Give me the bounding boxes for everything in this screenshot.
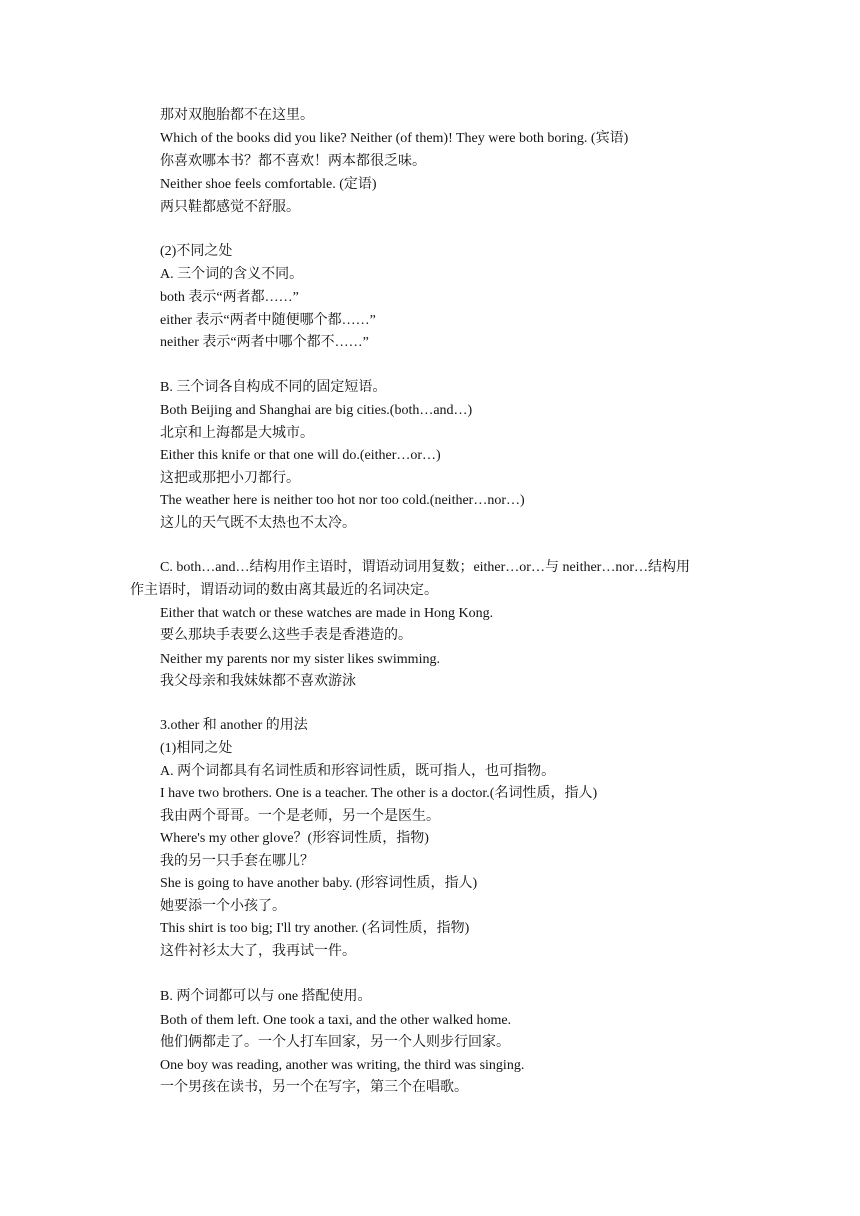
- text-line: B. 两个词都可以与 one 搭配使用。: [160, 989, 372, 1004]
- text-line: 一个男孩在读书，另一个在写字，第三个在唱歌。: [160, 1080, 468, 1095]
- section-heading: 3.other 和 another 的用法: [160, 718, 308, 733]
- text-line: 我由两个哥哥。一个是老师，另一个是医生。: [160, 809, 440, 824]
- text-line: She is going to have another baby. (形容词性质，指人): [160, 876, 478, 891]
- text-line: 要么那块手表要么这些手表是香港造的。: [160, 628, 412, 643]
- text-line: C. both…and…结构用作主语时，谓语动词用复数；either…or…与 neither…nor…结构用: [160, 560, 691, 575]
- text-line: 北京和上海都是大城市。: [160, 426, 314, 441]
- text-line: neither 表示“两者中哪个都不……”: [160, 335, 369, 350]
- text-line: either 表示“两者中随便哪个都……”: [160, 313, 376, 328]
- text-line: B. 三个词各自构成不同的固定短语。: [160, 380, 387, 395]
- text-line: One boy was reading, another was writing, the third was singing.: [160, 1058, 525, 1073]
- text-line: 她要添一个小孩了。: [160, 899, 286, 914]
- text-line: 你喜欢哪本书？都不喜欢！两本都很乏味。: [160, 154, 426, 169]
- text-line: Both Beijing and Shanghai are big cities.(both…and…): [160, 403, 473, 418]
- section-heading: (2)不同之处: [160, 244, 233, 259]
- text-line: Which of the books did you like? Neither (of them)! They were both boring. (宾语): [160, 131, 629, 146]
- text-line: A. 三个词的含义不同。: [160, 267, 304, 282]
- text-line: both 表示“两者都……”: [160, 290, 299, 305]
- text-line: The weather here is neither too hot nor too cold.(neither…nor…): [160, 493, 525, 508]
- section-heading: (1)相同之处: [160, 741, 233, 756]
- text-line: 那对双胞胎都不在这里。: [160, 108, 314, 123]
- text-line: A. 两个词都具有名词性质和形容词性质，既可指人，也可指物。: [160, 764, 556, 779]
- text-line: Neither my parents nor my sister likes swimming.: [160, 652, 440, 667]
- text-line: 他们俩都走了。一个人打车回家，另一个人则步行回家。: [160, 1035, 510, 1050]
- text-line: Both of them left. One took a taxi, and the other walked home.: [160, 1013, 512, 1028]
- text-line: 我父母亲和我妹妹都不喜欢游泳: [160, 674, 356, 689]
- text-line: 作主语时，谓语动词的数由离其最近的名词决定。: [130, 583, 438, 598]
- text-line: 这儿的天气既不太热也不太冷。: [160, 516, 356, 531]
- text-line: Either that watch or these watches are made in Hong Kong.: [160, 606, 494, 621]
- text-line: I have two brothers. One is a teacher. The other is a doctor.(名词性质，指人): [160, 786, 598, 801]
- text-line: 两只鞋都感觉不舒服。: [160, 200, 300, 215]
- text-line: 这把或那把小刀都行。: [160, 471, 300, 486]
- text-line: Where's my other glove？(形容词性质，指物): [160, 831, 429, 846]
- text-line: 这件衬衫太大了，我再试一件。: [160, 944, 356, 959]
- text-line: 我的另一只手套在哪儿？: [160, 854, 314, 869]
- text-line: Neither shoe feels comfortable. (定语): [160, 177, 377, 192]
- text-line: Either this knife or that one will do.(either…or…): [160, 448, 441, 463]
- text-line: This shirt is too big; I'll try another. (名词性质，指物): [160, 921, 470, 936]
